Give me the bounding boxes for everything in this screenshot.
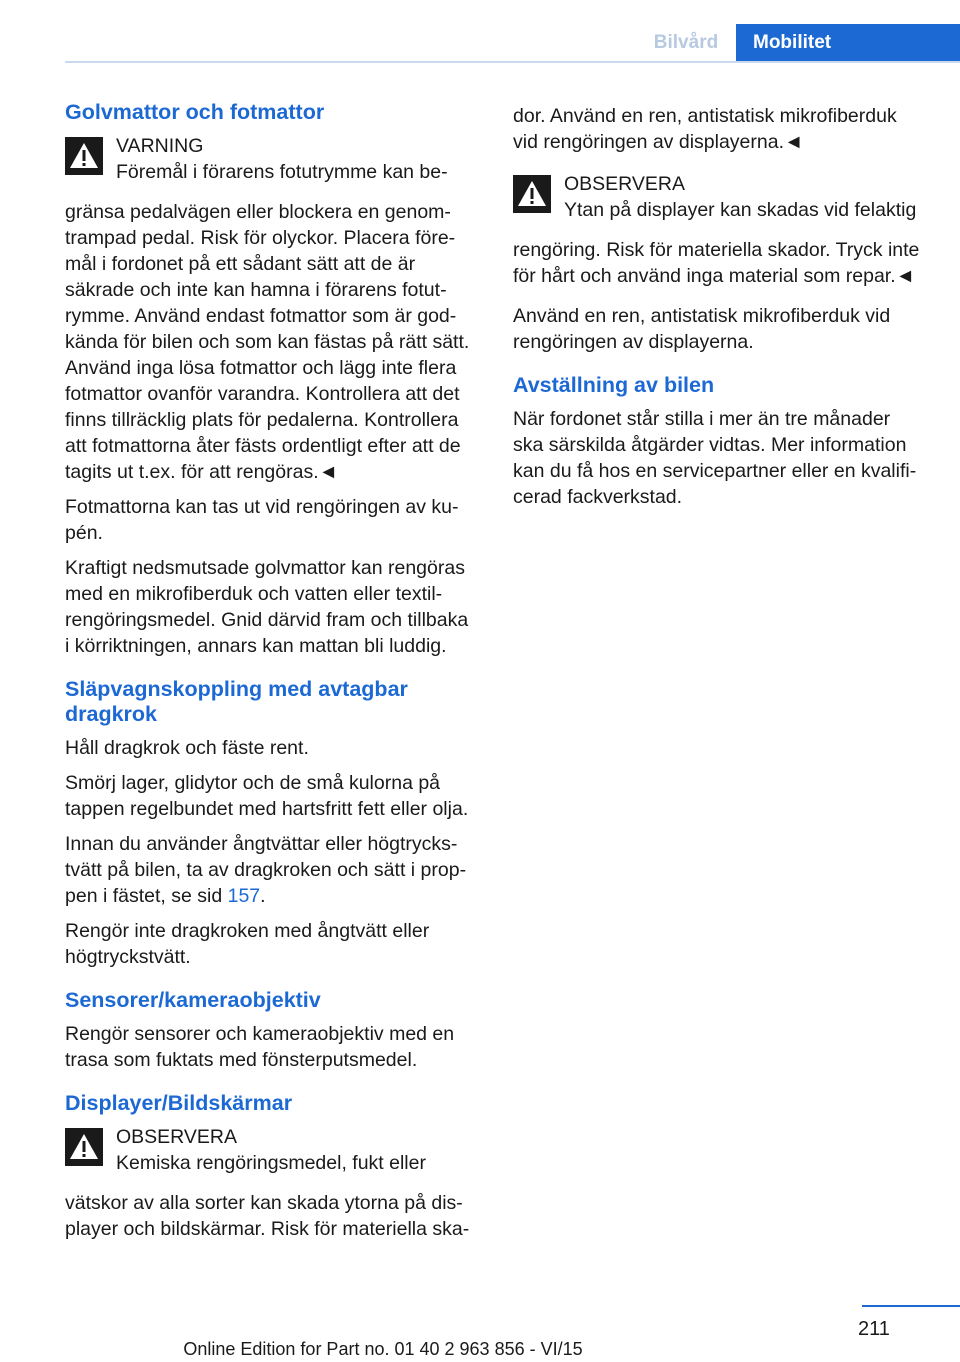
notice-text: vätskor av alla sorter kan skada ytorna på displayer och bildskärmar. Risk för materiella ska-: [65, 1192, 470, 1240]
tab-bilvard[interactable]: Bilvård: [638, 24, 734, 61]
section-title-slapvagnskoppling: Släpvagnskoppling med avtagbar dragkrok: [65, 677, 408, 726]
warning-triangle-icon: [65, 137, 103, 175]
edition-text: Online Edition for Part no. 01 40 2 963 856 - VI/15: [183, 1339, 583, 1359]
page-number: 211: [858, 1318, 890, 1340]
page-reference-link[interactable]: 157: [227, 885, 261, 907]
caution-notice: [513, 171, 925, 289]
notice-label: OBSERVERA: [564, 173, 686, 195]
footer-edition: [0, 1339, 960, 1360]
section-title-golvmattor: Golvmattor och fotmattor: [65, 100, 325, 124]
section-title-avstallning: Avställning av bilen: [513, 373, 715, 397]
warning-notice: [65, 133, 477, 485]
paragraph: Rengör inte dragkroken med ångtvätt eller högtryckstvätt.: [65, 920, 430, 968]
notice-text: rengöring. Risk för materiella skador. Tryck inte för hårt och använd inga material som repar.◄: [513, 239, 920, 287]
paragraph: Fotmattorna kan tas ut vid rengöringen av kupén.: [65, 496, 459, 544]
caution-notice: [65, 1124, 477, 1242]
section-title-displayer: Displayer/Bildskärmar: [65, 1091, 293, 1115]
tab-mobilitet[interactable]: Mobilitet: [736, 24, 960, 61]
paragraph: Håll dragkrok och fäste rent.: [65, 737, 309, 759]
header-rule: [65, 61, 960, 63]
notice-label: OBSERVERA: [116, 1126, 238, 1148]
footer-rule: [862, 1305, 960, 1307]
paragraph: [65, 831, 477, 909]
notice-text: gränsa pedalvägen eller blockera en genomtrampad pedal. Risk för olyckor. Placera föremål i fordonet på ett sådant sätt att de är säkrade och inte kan hamna i förarens fotutrymme. Använd endast fotmattor som är godkända för bilen och som kan fästas på rätt sätt. Använd inga lösa fotmattor och lägg inte flera fotmattor ovanför varandra. Kontrollera att det finns tillräcklig plats för pedalerna. Kontrollera att fotmattorna åter fästs ordentligt efter att de tagits ut t.ex. för att rengöras.◄: [65, 201, 470, 483]
paragraph: Använd en ren, antistatisk mikrofiberduk vid rengöringen av displayerna.: [513, 305, 891, 353]
section-title-sensorer: Sensorer/kameraobjektiv: [65, 988, 321, 1012]
paragraph: Rengör sensorer och kameraobjektiv med en trasa som fuktats med fönsterputsmedel.: [65, 1023, 455, 1071]
paragraph: dor. Använd en ren, antistatisk mikrofiberduk vid rengöringen av displayerna.◄: [513, 105, 897, 153]
notice-first-line: Ytan på displayer kan skadas vid felaktig: [564, 199, 917, 221]
paragraph: Kraftigt nedsmutsade golvmattor kan rengöras med en mikrofiberduk och vatten eller textilrengöringsmedel. Gnid därvid fram och tillbaka i körriktningen, annars kan mattan bli luddig.: [65, 557, 469, 657]
warning-triangle-icon: [65, 1128, 103, 1166]
paragraph-end: .: [260, 885, 266, 907]
paragraph: Smörj lager, glidytor och de små kulorna på tappen regelbundet med hartsfritt fett eller olja.: [65, 772, 469, 820]
right-column: [513, 103, 925, 519]
warning-triangle-icon: [513, 175, 551, 213]
notice-first-line: Föremål i förarens fotutrymme kan be-: [116, 161, 448, 183]
notice-first-line: Kemiska rengöringsmedel, fukt eller: [116, 1152, 426, 1174]
paragraph-text: Innan du använder ångtvättar eller högtryckstvätt på bilen, ta av dragkroken och sätt i proppen i fästet, se sid: [65, 833, 467, 907]
left-column: [65, 100, 477, 1251]
paragraph: När fordonet står stilla i mer än tre månader ska särskilda åtgärder vidtas. Mer information kan du få hos en servicepartner eller en kvalificerad fackverkstad.: [513, 408, 917, 508]
notice-label: VARNING: [116, 135, 204, 157]
